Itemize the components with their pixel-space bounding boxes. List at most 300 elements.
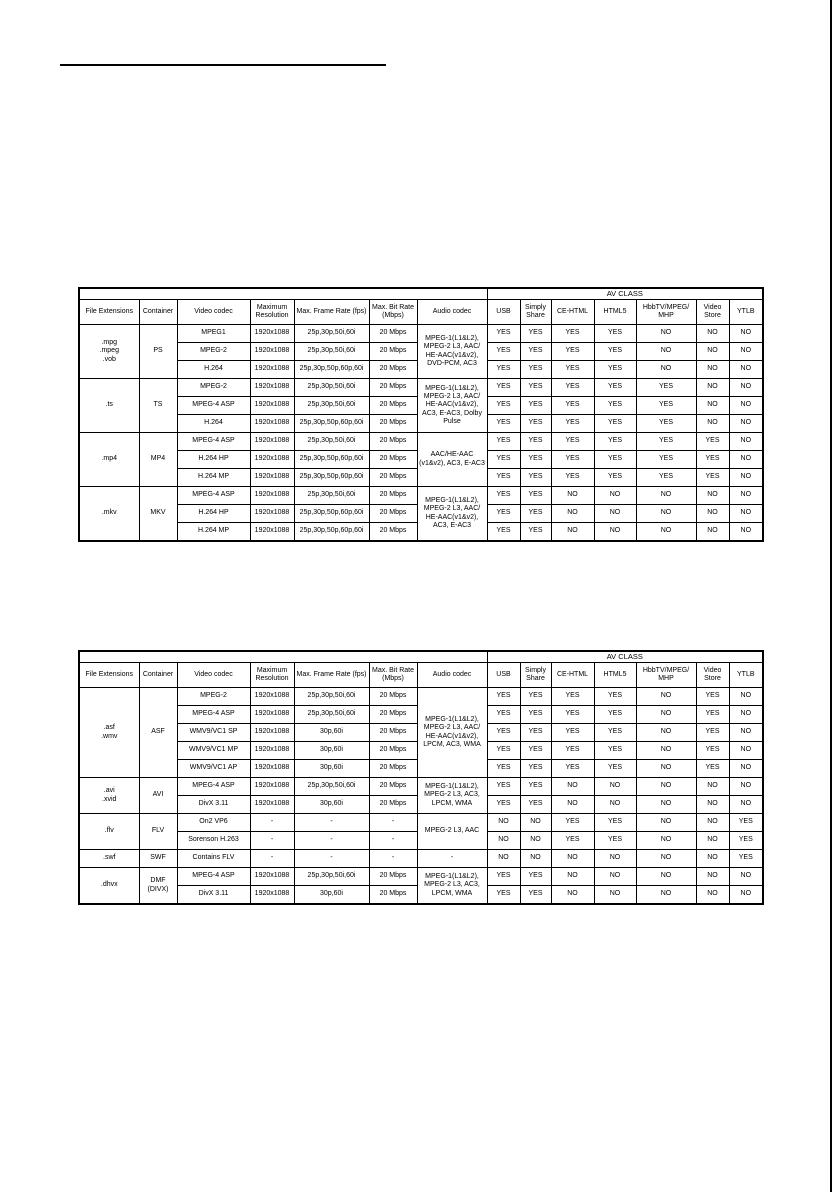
video-store-cell: YES	[696, 469, 729, 487]
max-frame-rate-cell: 25p,30p,50i,60i	[294, 325, 369, 343]
ytlb-cell: NO	[729, 487, 763, 505]
av-class-title: AV CLASS	[487, 288, 763, 300]
section-title-rule	[60, 64, 386, 66]
ce-html-cell: NO	[551, 796, 594, 814]
ce-html-cell: YES	[551, 397, 594, 415]
max-resolution-cell: 1920x1088	[250, 706, 294, 724]
usb-cell: YES	[487, 778, 520, 796]
ce-html-cell: YES	[551, 469, 594, 487]
max-resolution-cell: 1920x1088	[250, 760, 294, 778]
simply-share-cell: YES	[520, 778, 551, 796]
ce-html-cell: YES	[551, 760, 594, 778]
video-store-cell: NO	[696, 886, 729, 905]
video-codec-cell: H.264 MP	[177, 523, 250, 542]
max-bit-rate-cell: 20 Mbps	[369, 361, 417, 379]
hbbtv-mpeg-mhp-cell: NO	[636, 505, 696, 523]
hbbtv-mpeg-mhp-cell: NO	[636, 688, 696, 706]
simply-share-cell: YES	[520, 415, 551, 433]
header-row	[79, 663, 763, 688]
header-ce-html: CE-HTML	[551, 663, 594, 688]
simply-share-cell: YES	[520, 724, 551, 742]
max-frame-rate-cell: 25p,30p,50i,60i	[294, 433, 369, 451]
html5-cell: YES	[594, 760, 636, 778]
file-extensions-cell: .dhvx	[79, 868, 139, 905]
simply-share-cell: YES	[520, 523, 551, 542]
av-class-row	[79, 651, 763, 663]
header-video-store: Video Store	[696, 663, 729, 688]
max-frame-rate-cell: 30p,60i	[294, 886, 369, 905]
simply-share-cell: NO	[520, 832, 551, 850]
ce-html-cell: NO	[551, 850, 594, 868]
html5-cell: YES	[594, 451, 636, 469]
video-store-cell: NO	[696, 796, 729, 814]
ce-html-cell: NO	[551, 505, 594, 523]
page-edge-rule	[830, 0, 832, 1192]
max-resolution-cell: 1920x1088	[250, 415, 294, 433]
max-frame-rate-cell: -	[294, 814, 369, 832]
file-extensions-cell: .mp4	[79, 433, 139, 487]
simply-share-cell: YES	[520, 688, 551, 706]
header-file-extensions: File Extensions	[79, 663, 139, 688]
html5-cell: YES	[594, 706, 636, 724]
file-extensions-cell: .avi .xvid	[79, 778, 139, 814]
table-row	[79, 778, 763, 796]
max-bit-rate-cell: -	[369, 850, 417, 868]
video-codec-cell: H.264 MP	[177, 469, 250, 487]
max-resolution-cell: 1920x1088	[250, 688, 294, 706]
av-class-blank	[79, 288, 487, 300]
header-file-extensions: File Extensions	[79, 300, 139, 325]
ce-html-cell: NO	[551, 886, 594, 905]
max-resolution-cell: 1920x1088	[250, 868, 294, 886]
video-store-cell: NO	[696, 523, 729, 542]
ytlb-cell: NO	[729, 688, 763, 706]
ce-html-cell: YES	[551, 706, 594, 724]
ytlb-cell: YES	[729, 850, 763, 868]
simply-share-cell: YES	[520, 487, 551, 505]
video-store-cell: NO	[696, 832, 729, 850]
file-extensions-cell: .mpg .mpeg .vob	[79, 325, 139, 379]
av-class-table-1	[78, 287, 764, 542]
simply-share-cell: YES	[520, 706, 551, 724]
html5-cell: YES	[594, 325, 636, 343]
usb-cell: NO	[487, 832, 520, 850]
usb-cell: YES	[487, 688, 520, 706]
header-video-store: Video Store	[696, 300, 729, 325]
hbbtv-mpeg-mhp-cell: YES	[636, 415, 696, 433]
max-bit-rate-cell: -	[369, 814, 417, 832]
ce-html-cell: YES	[551, 379, 594, 397]
ce-html-cell: YES	[551, 742, 594, 760]
hbbtv-mpeg-mhp-cell: NO	[636, 778, 696, 796]
simply-share-cell: YES	[520, 325, 551, 343]
ytlb-cell: NO	[729, 742, 763, 760]
max-bit-rate-cell: 20 Mbps	[369, 415, 417, 433]
video-codec-cell: WMV9/VC1 SP	[177, 724, 250, 742]
header-video-codec: Video codec	[177, 300, 250, 325]
header-usb: USB	[487, 300, 520, 325]
ytlb-cell: NO	[729, 886, 763, 905]
video-codec-cell: H.264 HP	[177, 451, 250, 469]
file-extensions-cell: .mkv	[79, 487, 139, 542]
video-store-cell: NO	[696, 487, 729, 505]
max-bit-rate-cell: 20 Mbps	[369, 505, 417, 523]
header-max-bit-rate: Max. Bit Rate (Mbps)	[369, 663, 417, 688]
html5-cell: NO	[594, 886, 636, 905]
max-bit-rate-cell: 20 Mbps	[369, 886, 417, 905]
ytlb-cell: NO	[729, 451, 763, 469]
html5-cell: NO	[594, 796, 636, 814]
usb-cell: NO	[487, 850, 520, 868]
max-resolution-cell: 1920x1088	[250, 886, 294, 905]
html5-cell: YES	[594, 415, 636, 433]
video-codec-cell: Contains FLV	[177, 850, 250, 868]
max-resolution-cell: -	[250, 814, 294, 832]
max-frame-rate-cell: 25p,30p,50p,60p,60i	[294, 451, 369, 469]
max-frame-rate-cell: 25p,30p,50p,60p,60i	[294, 523, 369, 542]
html5-cell: YES	[594, 832, 636, 850]
ce-html-cell: YES	[551, 724, 594, 742]
hbbtv-mpeg-mhp-cell: NO	[636, 706, 696, 724]
usb-cell: YES	[487, 433, 520, 451]
ce-html-cell: YES	[551, 415, 594, 433]
ytlb-cell: NO	[729, 343, 763, 361]
audio-codec-cell: AAC/HE-AAC (v1&v2), AC3, E-AC3	[417, 433, 487, 487]
ce-html-cell: YES	[551, 343, 594, 361]
ytlb-cell: NO	[729, 397, 763, 415]
table-row	[79, 325, 763, 343]
html5-cell: YES	[594, 469, 636, 487]
header-usb: USB	[487, 663, 520, 688]
ce-html-cell: NO	[551, 523, 594, 542]
video-codec-cell: DivX 3.11	[177, 796, 250, 814]
ytlb-cell: NO	[729, 469, 763, 487]
ytlb-cell: NO	[729, 523, 763, 542]
video-store-cell: NO	[696, 343, 729, 361]
video-store-cell: NO	[696, 379, 729, 397]
simply-share-cell: NO	[520, 850, 551, 868]
file-extensions-cell: .asf .wmv	[79, 688, 139, 778]
max-resolution-cell: 1920x1088	[250, 361, 294, 379]
ytlb-cell: YES	[729, 814, 763, 832]
video-codec-cell: DivX 3.11	[177, 886, 250, 905]
av-class-blank	[79, 651, 487, 663]
ce-html-cell: NO	[551, 487, 594, 505]
max-bit-rate-cell: 20 Mbps	[369, 523, 417, 542]
html5-cell: NO	[594, 778, 636, 796]
ce-html-cell: YES	[551, 433, 594, 451]
max-frame-rate-cell: 25p,30p,50i,60i	[294, 868, 369, 886]
audio-codec-cell: MPEG-1(L1&L2), MPEG-2 L3, AAC/ HE-AAC(v1&v2), AC3, E-AC3	[417, 487, 487, 542]
hbbtv-mpeg-mhp-cell: NO	[636, 724, 696, 742]
usb-cell: YES	[487, 487, 520, 505]
simply-share-cell: YES	[520, 433, 551, 451]
max-bit-rate-cell: 20 Mbps	[369, 397, 417, 415]
max-resolution-cell: -	[250, 832, 294, 850]
video-store-cell: NO	[696, 814, 729, 832]
video-store-cell: YES	[696, 433, 729, 451]
audio-codec-cell: MPEG-1(L1&L2), MPEG-2 L3, AC3, LPCM, WMA	[417, 868, 487, 905]
video-codec-cell: WMV9/VC1 AP	[177, 760, 250, 778]
html5-cell: YES	[594, 361, 636, 379]
max-resolution-cell: 1920x1088	[250, 487, 294, 505]
audio-codec-cell: MPEG-1(L1&L2), MPEG-2 L3, AAC/ HE-AAC(v1&v2), AC3, E-AC3, Dolby Pulse	[417, 379, 487, 433]
html5-cell: YES	[594, 433, 636, 451]
max-frame-rate-cell: -	[294, 832, 369, 850]
simply-share-cell: YES	[520, 796, 551, 814]
table-row	[79, 487, 763, 505]
max-frame-rate-cell: 30p,60i	[294, 742, 369, 760]
header-row	[79, 300, 763, 325]
usb-cell: YES	[487, 379, 520, 397]
max-frame-rate-cell: 25p,30p,50p,60p,60i	[294, 469, 369, 487]
container-cell: TS	[139, 379, 177, 433]
header-max-resolution: Maximum Resolution	[250, 300, 294, 325]
html5-cell: YES	[594, 814, 636, 832]
max-frame-rate-cell: 25p,30p,50i,60i	[294, 688, 369, 706]
video-store-cell: YES	[696, 451, 729, 469]
header-max-frame-rate: Max. Frame Rate (fps)	[294, 300, 369, 325]
usb-cell: YES	[487, 361, 520, 379]
usb-cell: YES	[487, 796, 520, 814]
header-simply-share: Simply Share	[520, 300, 551, 325]
header-container: Container	[139, 300, 177, 325]
file-extensions-cell: .ts	[79, 379, 139, 433]
html5-cell: YES	[594, 688, 636, 706]
usb-cell: YES	[487, 886, 520, 905]
max-bit-rate-cell: 20 Mbps	[369, 778, 417, 796]
html5-cell: NO	[594, 505, 636, 523]
hbbtv-mpeg-mhp-cell: NO	[636, 343, 696, 361]
video-codec-cell: WMV9/VC1 MP	[177, 742, 250, 760]
max-resolution-cell: 1920x1088	[250, 724, 294, 742]
hbbtv-mpeg-mhp-cell: NO	[636, 523, 696, 542]
max-resolution-cell: -	[250, 850, 294, 868]
max-frame-rate-cell: 25p,30p,50p,60p,60i	[294, 361, 369, 379]
hbbtv-mpeg-mhp-cell: NO	[636, 850, 696, 868]
max-bit-rate-cell: -	[369, 832, 417, 850]
header-audio-codec: Audio codec	[417, 663, 487, 688]
html5-cell: NO	[594, 487, 636, 505]
hbbtv-mpeg-mhp-cell: NO	[636, 814, 696, 832]
table-row	[79, 688, 763, 706]
hbbtv-mpeg-mhp-cell: YES	[636, 433, 696, 451]
max-resolution-cell: 1920x1088	[250, 451, 294, 469]
max-bit-rate-cell: 20 Mbps	[369, 742, 417, 760]
max-bit-rate-cell: 20 Mbps	[369, 688, 417, 706]
max-bit-rate-cell: 20 Mbps	[369, 433, 417, 451]
max-frame-rate-cell: 30p,60i	[294, 796, 369, 814]
simply-share-cell: YES	[520, 868, 551, 886]
max-resolution-cell: 1920x1088	[250, 343, 294, 361]
usb-cell: YES	[487, 451, 520, 469]
hbbtv-mpeg-mhp-cell: YES	[636, 379, 696, 397]
usb-cell: YES	[487, 523, 520, 542]
hbbtv-mpeg-mhp-cell: NO	[636, 760, 696, 778]
max-frame-rate-cell: 25p,30p,50i,60i	[294, 778, 369, 796]
video-store-cell: NO	[696, 778, 729, 796]
simply-share-cell: YES	[520, 343, 551, 361]
header-audio-codec: Audio codec	[417, 300, 487, 325]
ytlb-cell: NO	[729, 325, 763, 343]
video-store-cell: NO	[696, 415, 729, 433]
container-cell: MKV	[139, 487, 177, 542]
hbbtv-mpeg-mhp-cell: NO	[636, 868, 696, 886]
usb-cell: YES	[487, 760, 520, 778]
video-store-cell: YES	[696, 706, 729, 724]
ce-html-cell: YES	[551, 814, 594, 832]
ce-html-cell: NO	[551, 778, 594, 796]
max-resolution-cell: 1920x1088	[250, 742, 294, 760]
av-class-table-2	[78, 650, 764, 905]
video-codec-cell: MPEG-4 ASP	[177, 868, 250, 886]
ytlb-cell: NO	[729, 760, 763, 778]
video-codec-cell: MPEG-4 ASP	[177, 778, 250, 796]
video-store-cell: NO	[696, 505, 729, 523]
hbbtv-mpeg-mhp-cell: YES	[636, 451, 696, 469]
max-bit-rate-cell: 20 Mbps	[369, 487, 417, 505]
max-frame-rate-cell: 25p,30p,50i,60i	[294, 397, 369, 415]
max-resolution-cell: 1920x1088	[250, 433, 294, 451]
simply-share-cell: YES	[520, 742, 551, 760]
max-bit-rate-cell: 20 Mbps	[369, 760, 417, 778]
ytlb-cell: NO	[729, 868, 763, 886]
max-resolution-cell: 1920x1088	[250, 469, 294, 487]
header-simply-share: Simply Share	[520, 663, 551, 688]
html5-cell: YES	[594, 724, 636, 742]
max-resolution-cell: 1920x1088	[250, 523, 294, 542]
usb-cell: YES	[487, 325, 520, 343]
container-cell: FLV	[139, 814, 177, 850]
max-bit-rate-cell: 20 Mbps	[369, 343, 417, 361]
html5-cell: NO	[594, 868, 636, 886]
container-cell: ASF	[139, 688, 177, 778]
video-codec-cell: Sorenson H.263	[177, 832, 250, 850]
video-store-cell: YES	[696, 742, 729, 760]
header-container: Container	[139, 663, 177, 688]
max-bit-rate-cell: 20 Mbps	[369, 724, 417, 742]
max-bit-rate-cell: 20 Mbps	[369, 379, 417, 397]
max-frame-rate-cell: 25p,30p,50i,60i	[294, 379, 369, 397]
ce-html-cell: YES	[551, 451, 594, 469]
video-store-cell: YES	[696, 724, 729, 742]
max-frame-rate-cell: 25p,30p,50p,60p,60i	[294, 505, 369, 523]
header-hbbtv-mpeg-mhp: HbbTV/MPEG/ MHP	[636, 663, 696, 688]
hbbtv-mpeg-mhp-cell: NO	[636, 361, 696, 379]
audio-codec-cell: MPEG-2 L3, AAC	[417, 814, 487, 850]
simply-share-cell: YES	[520, 886, 551, 905]
ytlb-cell: NO	[729, 433, 763, 451]
simply-share-cell: YES	[520, 451, 551, 469]
video-codec-cell: MPEG-4 ASP	[177, 433, 250, 451]
html5-cell: NO	[594, 523, 636, 542]
max-bit-rate-cell: 20 Mbps	[369, 868, 417, 886]
usb-cell: YES	[487, 397, 520, 415]
hbbtv-mpeg-mhp-cell: NO	[636, 487, 696, 505]
max-frame-rate-cell: 30p,60i	[294, 760, 369, 778]
html5-cell: YES	[594, 742, 636, 760]
container-cell: SWF	[139, 850, 177, 868]
hbbtv-mpeg-mhp-cell: NO	[636, 832, 696, 850]
max-frame-rate-cell: 25p,30p,50i,60i	[294, 343, 369, 361]
av-class-title: AV CLASS	[487, 651, 763, 663]
audio-codec-cell: -	[417, 850, 487, 868]
audio-codec-cell: MPEG-1(L1&L2), MPEG-2 L3, AAC/ HE-AAC(v1&v2), LPCM, AC3, WMA	[417, 688, 487, 778]
container-cell: AVI	[139, 778, 177, 814]
video-store-cell: NO	[696, 361, 729, 379]
file-extensions-cell: .flv	[79, 814, 139, 850]
table-row	[79, 379, 763, 397]
usb-cell: YES	[487, 706, 520, 724]
video-store-cell: NO	[696, 850, 729, 868]
max-frame-rate-cell: 25p,30p,50p,60p,60i	[294, 415, 369, 433]
video-store-cell: NO	[696, 868, 729, 886]
max-resolution-cell: 1920x1088	[250, 505, 294, 523]
ytlb-cell: NO	[729, 796, 763, 814]
max-resolution-cell: 1920x1088	[250, 397, 294, 415]
video-codec-cell: H.264	[177, 361, 250, 379]
video-store-cell: NO	[696, 397, 729, 415]
header-html5: HTML5	[594, 300, 636, 325]
video-codec-cell: MPEG-4 ASP	[177, 487, 250, 505]
header-hbbtv-mpeg-mhp: HbbTV/MPEG/ MHP	[636, 300, 696, 325]
usb-cell: YES	[487, 505, 520, 523]
max-frame-rate-cell: 30p,60i	[294, 724, 369, 742]
max-resolution-cell: 1920x1088	[250, 379, 294, 397]
simply-share-cell: NO	[520, 814, 551, 832]
video-store-cell: YES	[696, 760, 729, 778]
simply-share-cell: YES	[520, 760, 551, 778]
video-codec-cell: MPEG1	[177, 325, 250, 343]
simply-share-cell: YES	[520, 397, 551, 415]
ytlb-cell: NO	[729, 361, 763, 379]
max-bit-rate-cell: 20 Mbps	[369, 706, 417, 724]
header-ytlb: YTLB	[729, 663, 763, 688]
html5-cell: YES	[594, 343, 636, 361]
video-codec-cell: MPEG-2	[177, 343, 250, 361]
ytlb-cell: NO	[729, 778, 763, 796]
audio-codec-cell: MPEG-1(L1&L2), MPEG-2 L3, AC3, LPCM, WMA	[417, 778, 487, 814]
ytlb-cell: NO	[729, 505, 763, 523]
ce-html-cell: NO	[551, 868, 594, 886]
table-row	[79, 850, 763, 868]
simply-share-cell: YES	[520, 379, 551, 397]
audio-codec-cell: MPEG-1(L1&L2), MPEG-2 L3, AAC/ HE-AAC(v1&v2), DVD-PCM, AC3	[417, 325, 487, 379]
ce-html-cell: YES	[551, 325, 594, 343]
max-frame-rate-cell: 25p,30p,50i,60i	[294, 487, 369, 505]
hbbtv-mpeg-mhp-cell: NO	[636, 796, 696, 814]
html5-cell: YES	[594, 379, 636, 397]
table-row	[79, 814, 763, 832]
ytlb-cell: NO	[729, 724, 763, 742]
table-row	[79, 868, 763, 886]
hbbtv-mpeg-mhp-cell: NO	[636, 886, 696, 905]
container-cell: PS	[139, 325, 177, 379]
video-codec-cell: H.264	[177, 415, 250, 433]
usb-cell: NO	[487, 814, 520, 832]
video-codec-cell: H.264 HP	[177, 505, 250, 523]
ytlb-cell: NO	[729, 379, 763, 397]
video-codec-cell: MPEG-2	[177, 688, 250, 706]
simply-share-cell: YES	[520, 469, 551, 487]
table-row	[79, 433, 763, 451]
ce-html-cell: YES	[551, 832, 594, 850]
simply-share-cell: YES	[520, 361, 551, 379]
usb-cell: YES	[487, 724, 520, 742]
hbbtv-mpeg-mhp-cell: YES	[636, 397, 696, 415]
max-bit-rate-cell: 20 Mbps	[369, 469, 417, 487]
video-store-cell: NO	[696, 325, 729, 343]
